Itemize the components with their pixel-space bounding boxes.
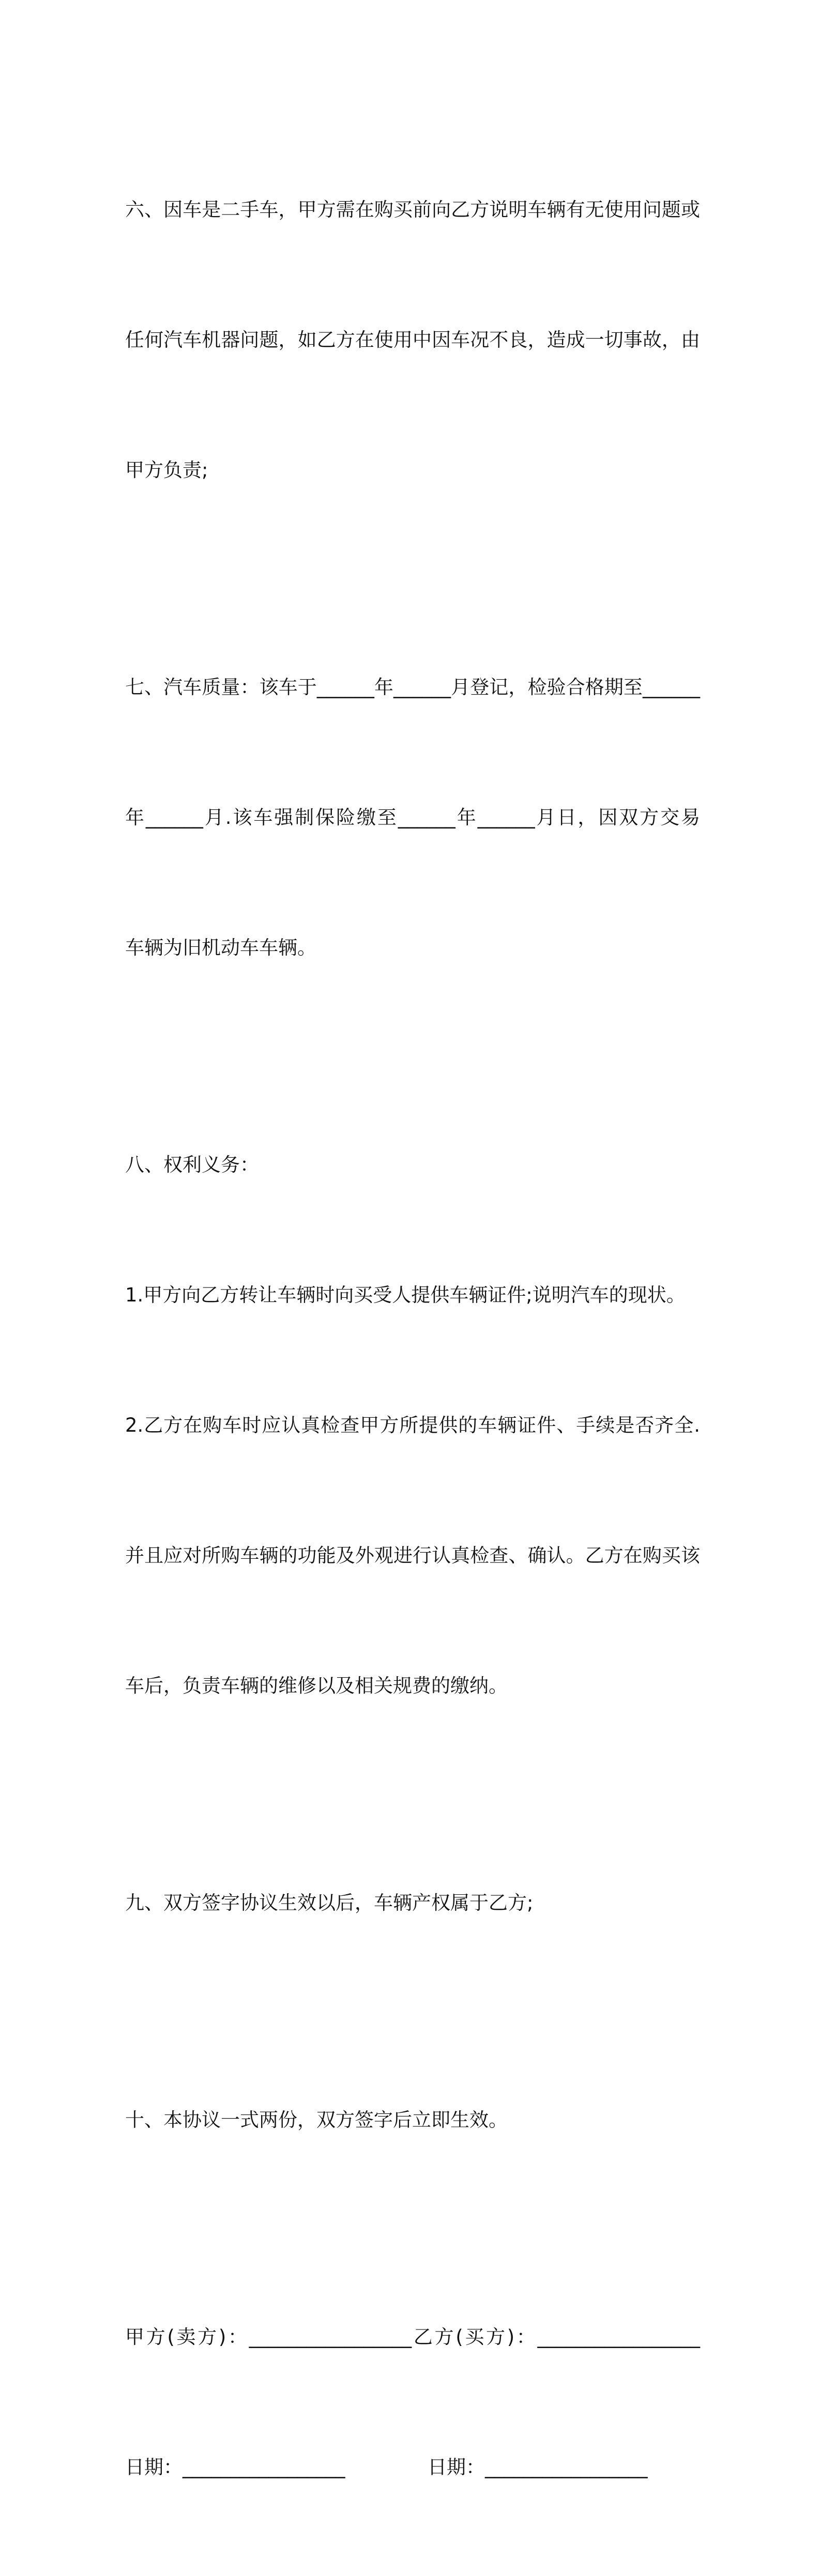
date-row: [125, 2446, 700, 2489]
clause-seven-line-3: 车辆为旧机动车车辆。: [125, 937, 316, 959]
clause-six: [125, 101, 700, 579]
clause-eight-item-2-line-2: 并且应对所购车辆的功能及外观进行认真检查、确认。乙方在购买该: [125, 1544, 700, 1567]
buyer-date-field: 日期：_________________: [428, 2456, 648, 2478]
document-body: [125, 101, 700, 2576]
parties-signature-line: 甲方(卖方)：_________________乙方(买方)：_________________: [125, 2326, 700, 2348]
clause-ten-text: 十、本协议一式两份，双方签字后立即生效。: [125, 2109, 508, 2131]
seller-date-field: 日期：_________________: [125, 2456, 345, 2478]
clause-ten: [125, 2012, 700, 2229]
clause-six-line-2: 任何汽车机器问题，如乙方在使用中因车况不良，造成一切事故，由: [125, 329, 700, 351]
clause-eight: [125, 1056, 700, 1795]
clause-eight-item-2-line-3: 车后，负责车辆的维修以及相关规费的缴纳。: [125, 1675, 508, 1697]
clause-seven-line-1: 七、汽车质量：该车于______年______月登记，检验合格期至______: [125, 676, 700, 698]
clause-seven: [125, 579, 700, 1056]
clause-eight-heading: 八、权利义务：: [125, 1154, 259, 1176]
clause-seven-line-2: 年______月.该车强制保险缴至______年______月日，因双方交易: [125, 806, 700, 829]
clause-six-line-3: 甲方负责;: [125, 459, 208, 481]
signature-block: [125, 2229, 700, 2576]
clause-nine-text: 九、双方签字协议生效以后，车辆产权属于乙方;: [125, 1892, 534, 1914]
clause-nine: [125, 1795, 700, 2012]
clause-eight-item-1: 1.甲方向乙方转让车辆时向买受人提供车辆证件;说明汽车的现状。: [125, 1284, 686, 1306]
clause-six-line-1: 六、因车是二手车，甲方需在购买前向乙方说明车辆有无使用问题或: [125, 198, 700, 221]
clause-eight-item-2-line-1: 2.乙方在购车时应认真检查甲方所提供的车辆证件、手续是否齐全.: [125, 1414, 700, 1436]
